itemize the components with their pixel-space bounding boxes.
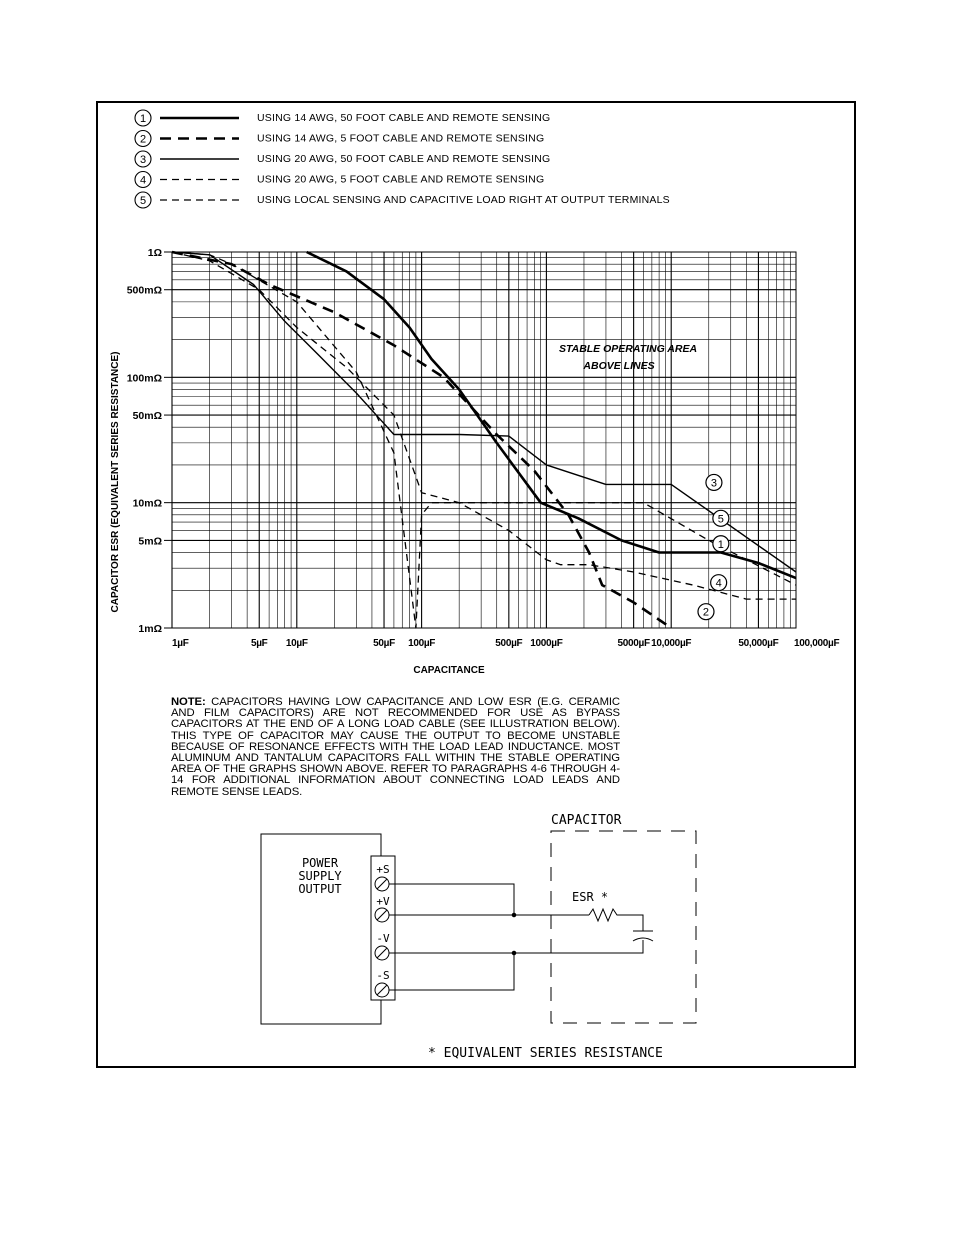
note-lead: NOTE: xyxy=(171,696,206,708)
x-tick-label: 100,000µF xyxy=(794,638,840,649)
terminal-label-v-minus: -V xyxy=(376,932,390,945)
series-callout-number: 2 xyxy=(702,606,710,619)
legend-number: 5 xyxy=(139,195,147,207)
y-tick-label: 1mΩ xyxy=(138,623,162,635)
y-tick-label: 100mΩ xyxy=(126,372,162,385)
x-tick-label: 1µF xyxy=(172,638,189,649)
y-axis xyxy=(127,247,172,635)
series-callouts xyxy=(698,474,729,619)
x-tick-label: 500µF xyxy=(495,638,523,649)
supply-label-line-1: POWER xyxy=(301,856,339,870)
wire-output-minus xyxy=(389,940,643,953)
terminal-label-s-minus: -S xyxy=(376,969,390,982)
chart-series xyxy=(172,252,796,628)
annotation-line-1: STABLE OPERATING AREA xyxy=(558,343,698,355)
series-callout-number: 1 xyxy=(717,538,724,551)
esr-resistor xyxy=(589,909,643,931)
junction-dot xyxy=(512,951,516,955)
legend-label: USING 20 AWG, 50 FOOT CABLE AND REMOTE SENSING xyxy=(257,153,551,165)
annotation-line-2: ABOVE LINES xyxy=(583,360,655,372)
x-axis xyxy=(172,638,840,649)
legend-label: USING LOCAL SENSING AND CAPACITIVE LOAD RIGHT AT OUTPUT TERMINALS xyxy=(257,194,670,206)
junction-dot xyxy=(512,913,516,917)
y-tick-label: 500mΩ xyxy=(126,284,162,297)
series-callout-number: 3 xyxy=(710,477,717,490)
x-tick-label: 5µF xyxy=(250,638,268,649)
supply-label-line-2: SUPPLY xyxy=(298,869,342,883)
esr-label: ESR * xyxy=(572,890,609,904)
series-line-5 xyxy=(172,252,796,628)
x-tick-label: 50,000µF xyxy=(738,638,779,649)
legend-number: 2 xyxy=(139,133,147,146)
legend-label: USING 14 AWG, 5 FOOT CABLE AND REMOTE SENSING xyxy=(257,132,545,145)
legend xyxy=(135,110,670,208)
capacitor-dashed-box xyxy=(551,831,696,1023)
chart-grid xyxy=(172,252,796,628)
y-tick-label: 1Ω xyxy=(147,247,162,259)
y-tick-label: 5mΩ xyxy=(138,535,162,548)
terminal-label-v-plus: +V xyxy=(376,895,390,908)
legend-label: USING 14 AWG, 50 FOOT CABLE AND REMOTE SENSING xyxy=(257,112,551,124)
x-tick-label: 1000µF xyxy=(530,638,563,649)
legend-number: 3 xyxy=(139,154,147,166)
x-tick-label: 10µF xyxy=(285,638,308,649)
capacitor-title: CAPACITOR xyxy=(551,813,622,828)
x-tick-label: 50µF xyxy=(373,638,395,649)
terminal-label-s-plus: +S xyxy=(376,863,390,876)
wire-sense-plus xyxy=(389,884,514,915)
legend-number: 1 xyxy=(139,113,147,125)
stability-note xyxy=(171,697,620,798)
plot-border xyxy=(172,252,796,628)
series-line-3 xyxy=(172,252,796,572)
x-tick-label: 10,000µF xyxy=(651,638,692,649)
x-tick-label: 100µF xyxy=(408,638,436,649)
series-callout-number: 4 xyxy=(715,577,722,590)
legend-number: 4 xyxy=(139,174,147,187)
x-axis-title: CAPACITANCE xyxy=(413,665,485,676)
x-tick-label: 5000µF xyxy=(617,638,650,649)
legend-label: USING 20 AWG, 5 FOOT CABLE AND REMOTE SENSING xyxy=(257,173,545,186)
y-tick-label: 50mΩ xyxy=(132,410,162,423)
y-axis-title: CAPACITOR ESR (EQUIVALENT SERIES RESISTANCE) xyxy=(110,351,121,613)
series-callout-number: 5 xyxy=(717,513,724,526)
wire-sense-minus xyxy=(389,953,514,990)
supply-label-line-3: OUTPUT xyxy=(298,882,342,896)
note-body: CAPACITORS HAVING LOW CAPACITANCE AND LOW ESR (E.G. CERAMIC AND FILM CAPACITORS) ARE NOT RECOMMENDED FOR USE AS BYPASS CAPACITORS AT THE END OF A LONG LOAD CABLE (SEE ILLUSTRATION BELOW). THIS TYPE OF CAPACITOR MAY CAUSE THE OUTPUT TO BECOME UNSTABLE BECAUSE OF RESONANCE EFFECTS WITH THE LOAD LEAD INDUCTANCE. MOST ALUMINUM AND TANTALUM CAPACITORS FALL WITHIN THE STABLE OPERATING AREA OF THE GRAPHS SHOWN ABOVE. REFER TO PARAGRAPHS 4-6 THROUGH 4-14 FOR ADDITIONAL INFORMATION ABOUT CONNECTING LOAD LEADS AND REMOTE SENSE LEADS. xyxy=(171,696,620,798)
y-tick-label: 10mΩ xyxy=(132,497,162,510)
esr-footnote: * EQUIVALENT SERIES RESISTANCE xyxy=(428,1046,663,1061)
